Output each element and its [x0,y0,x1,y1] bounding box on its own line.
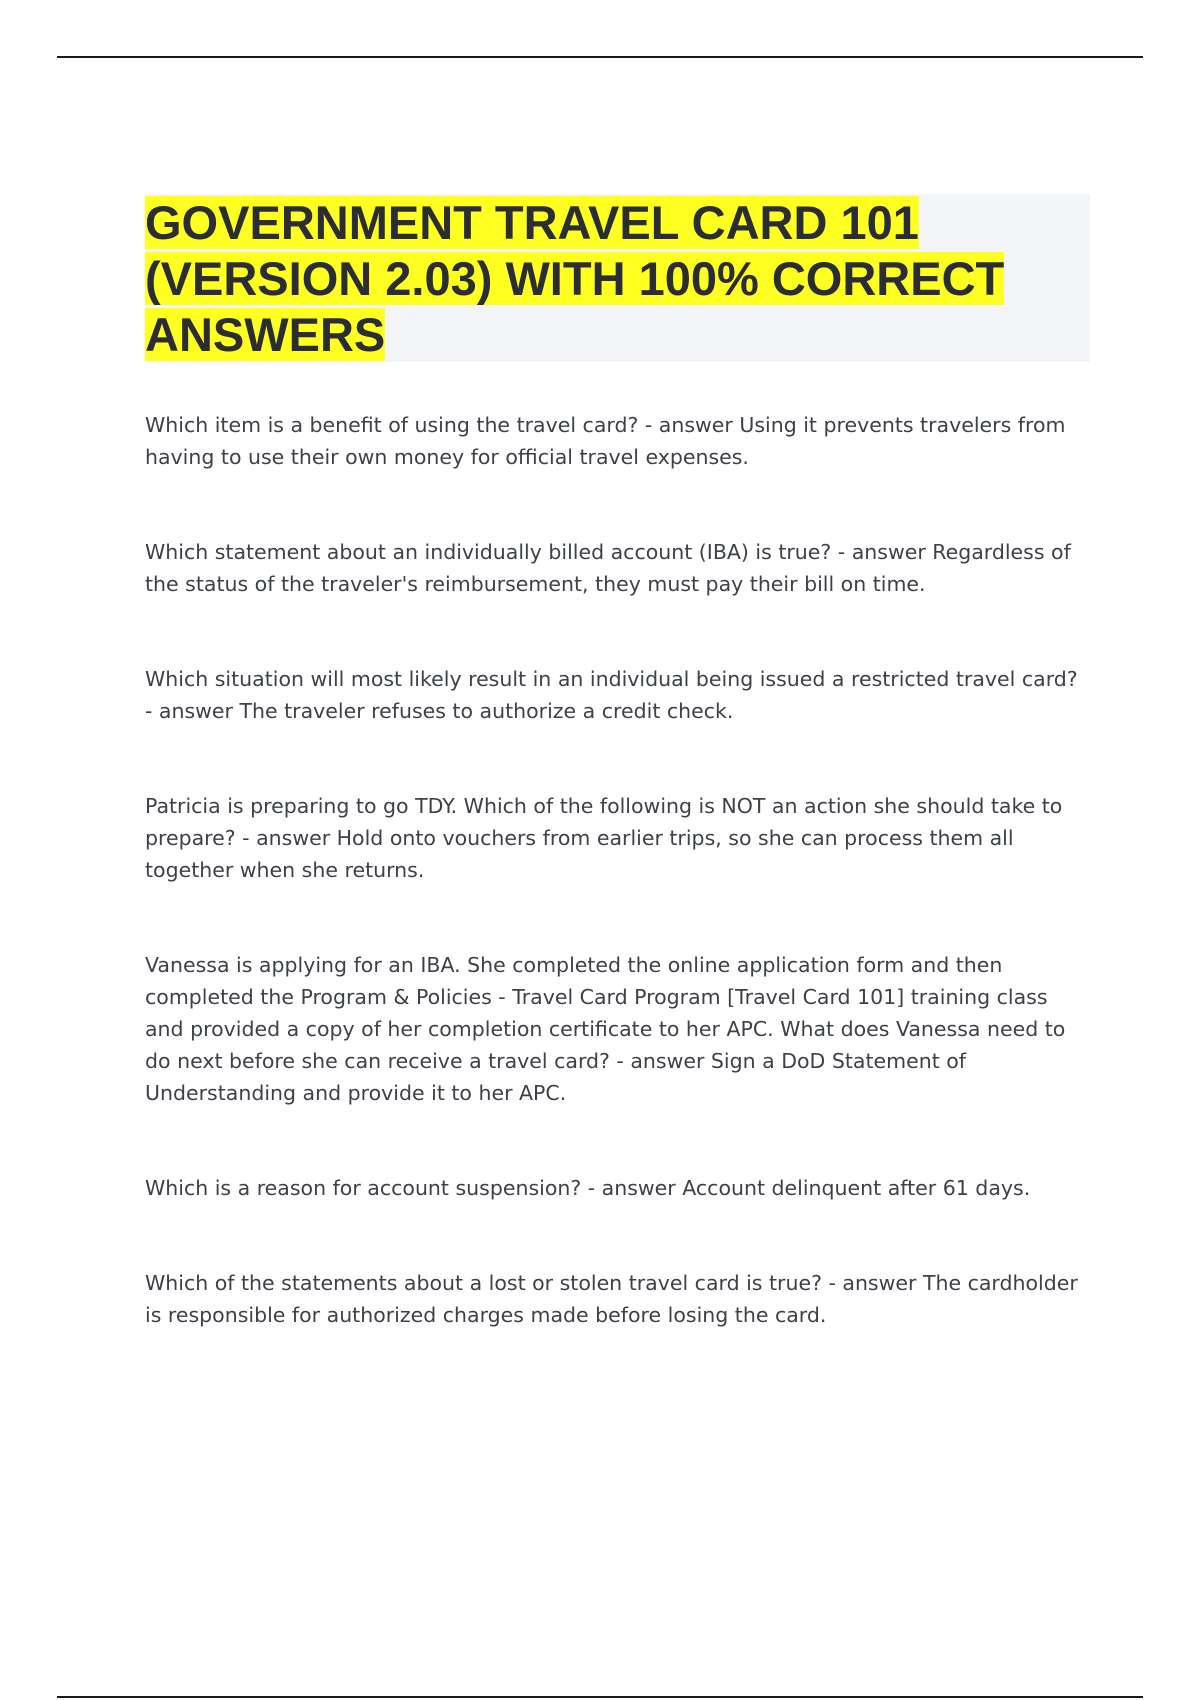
qa-item: Vanessa is applying for an IBA. She completed the online application form and then completed the Program & Policies - Travel Card Program [Travel Card 101] training class and provided a copy of her completion certificate to her APC. What does Vanessa need to do next before she can receive a travel card? - answer Sign a DoD Statement of Understanding and provide it to her APC. [145,953,1066,1105]
qa-item: Which situation will most likely result in an individual being issued a restricted travel card? - answer The traveler refuses to authorize a credit check. [145,667,1078,723]
title-block [145,194,1090,362]
qa-item: Which item is a benefit of using the travel card? - answer Using it prevents travelers from having to use their own money for official travel expenses. [145,413,1066,469]
document-title [145,195,1090,363]
qa-item: Which statement about an individually billed account (IBA) is true? - answer Regardless of the status of the traveler's reimbursement, they must pay their bill on time. [145,540,1071,596]
document-body [145,194,1090,1331]
title-highlight: GOVERNMENT TRAVEL CARD 101 (VERSION 2.03) WITH 100% CORRECT ANSWERS [145,196,1005,361]
top-rule [57,56,1143,58]
qa-item: Which of the statements about a lost or stolen travel card is true? - answer The cardholder is responsible for authorized charges made before losing the card. [145,1271,1078,1327]
qa-list [145,409,1090,1331]
qa-item: Which is a reason for account suspension? - answer Account delinquent after 61 days. [145,1176,1031,1200]
qa-item: Patricia is preparing to go TDY. Which of the following is NOT an action she should take to prepare? - answer Hold onto vouchers from earlier trips, so she can process them all together when she returns. [145,794,1063,882]
bottom-rule [57,1696,1143,1698]
